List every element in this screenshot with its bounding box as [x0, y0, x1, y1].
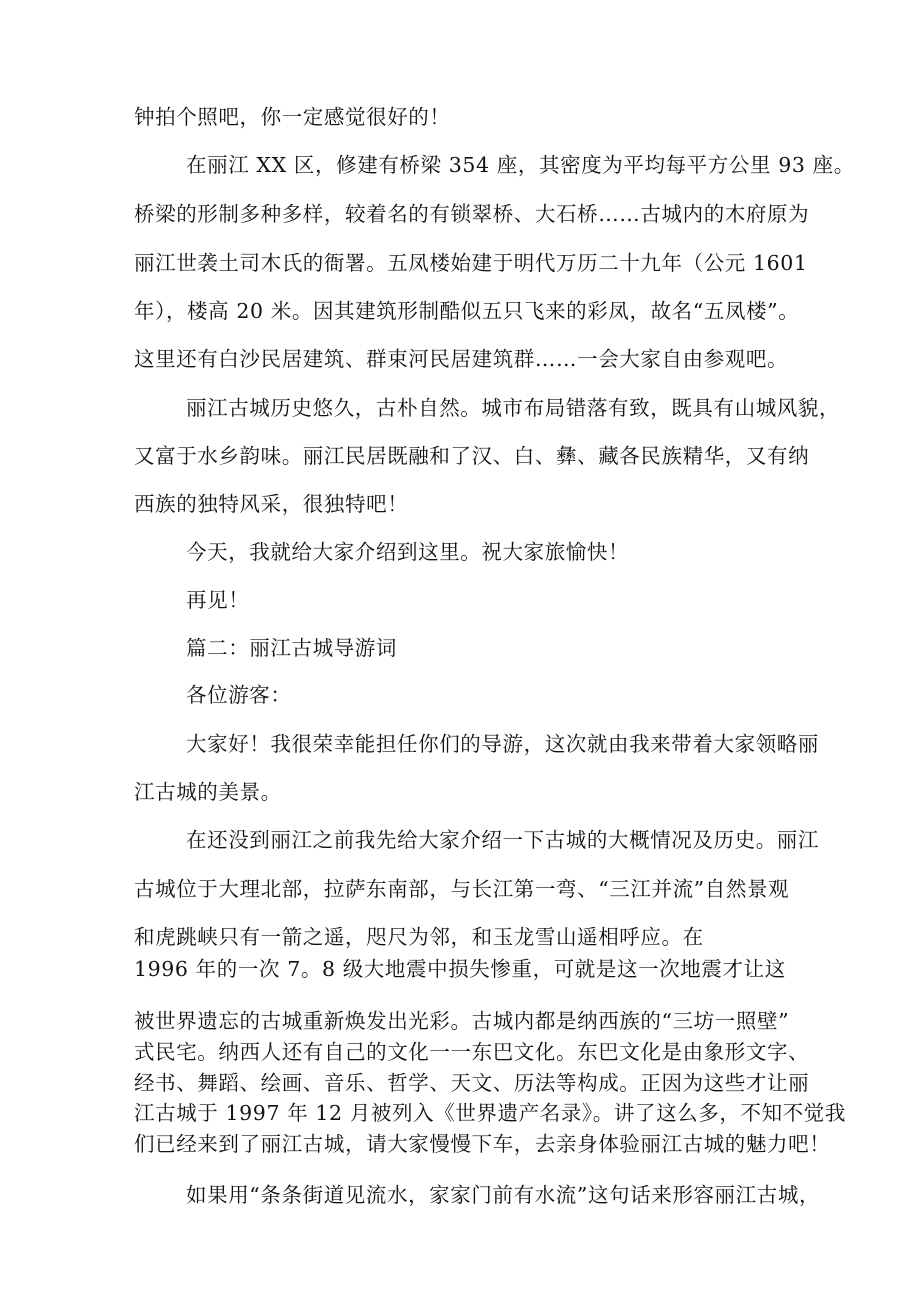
text-line: 江古城的美景。 — [134, 780, 282, 804]
text-line: 被世界遗忘的古城重新焕发出光彩。古城内都是纳西族的“三坊一照壁” — [134, 1009, 790, 1033]
text-line: 和虎跳峡只有一箭之遥，咫尺为邻，和玉龙雪山遥相呼应。在 — [134, 925, 704, 949]
text-line: 各位游客： — [186, 683, 292, 707]
text-line: 又富于水乡韵味。丽江民居既融和了汉、白、彝、藏各民族精华，又有纳 — [134, 444, 810, 468]
text-line: 经书、舞蹈、绘画、音乐、哲学、天文、历法等构成。正因为这些才让丽 — [134, 1071, 810, 1095]
text-line: 们已经来到了丽江古城，请大家慢慢下车，去亲身体验丽江古城的魅力吧！ — [134, 1132, 831, 1156]
text-line: 在还没到丽江之前我先给大家介绍一下古城的大概情况及历史。丽江 — [186, 828, 819, 852]
text-line: 再见！ — [186, 588, 250, 612]
text-line: 式民宅。纳西人还有自己的文化一一东巴文化。东巴文化是由象形文字、 — [134, 1040, 810, 1064]
section-heading: 篇二：丽江古城导游词 — [186, 636, 397, 660]
text-line: 丽江世袭土司木氏的衙署。五凤楼始建于明代万历二十九年（公元 1601 — [134, 251, 808, 275]
text-line: 在丽江 XX 区，修建有桥梁 354 座，其密度为平均每平方公里 93 座。 — [186, 153, 855, 177]
text-line: 江古城于 1997 年 12 月被列入《世界遗产名录》。讲了这么多，不知不觉我 — [134, 1101, 846, 1125]
text-line: 今天，我就给大家介绍到这里。祝大家旅愉快！ — [186, 540, 630, 564]
text-line: 桥梁的形制多种多样，较着名的有锁翠桥、大石桥……古城内的木府原为 — [134, 202, 810, 226]
text-line: 西族的独特风采，很独特吧！ — [134, 492, 409, 516]
text-line: 这里还有白沙民居建筑、群束河民居建筑群……一会大家自由参观吧。 — [134, 347, 789, 371]
text-line: 大家好！我很荣幸能担任你们的导游，这次就由我来带着大家领略丽 — [186, 732, 819, 756]
text-line: 1996 年的一次 7。8 级大地震中损失惨重，可就是这一次地震才让这 — [134, 957, 786, 981]
text-line: 如果用“条条街道见流水，家家门前有水流”这句话来形容丽江古城， — [186, 1183, 821, 1207]
text-line: 钟拍个照吧，你一定感觉很好的！ — [134, 105, 451, 129]
text-line: 丽江古城历史悠久，古朴自然。城市布局错落有致，既具有山城风貌， — [186, 396, 841, 420]
text-line: 古城位于大理北部，拉萨东南部，与长江第一弯、“三江并流”自然景观 — [134, 877, 790, 901]
text-line: 年），楼高 20 米。因其建筑形制酷似五只飞来的彩凤，故名“五凤楼”。 — [134, 299, 800, 323]
